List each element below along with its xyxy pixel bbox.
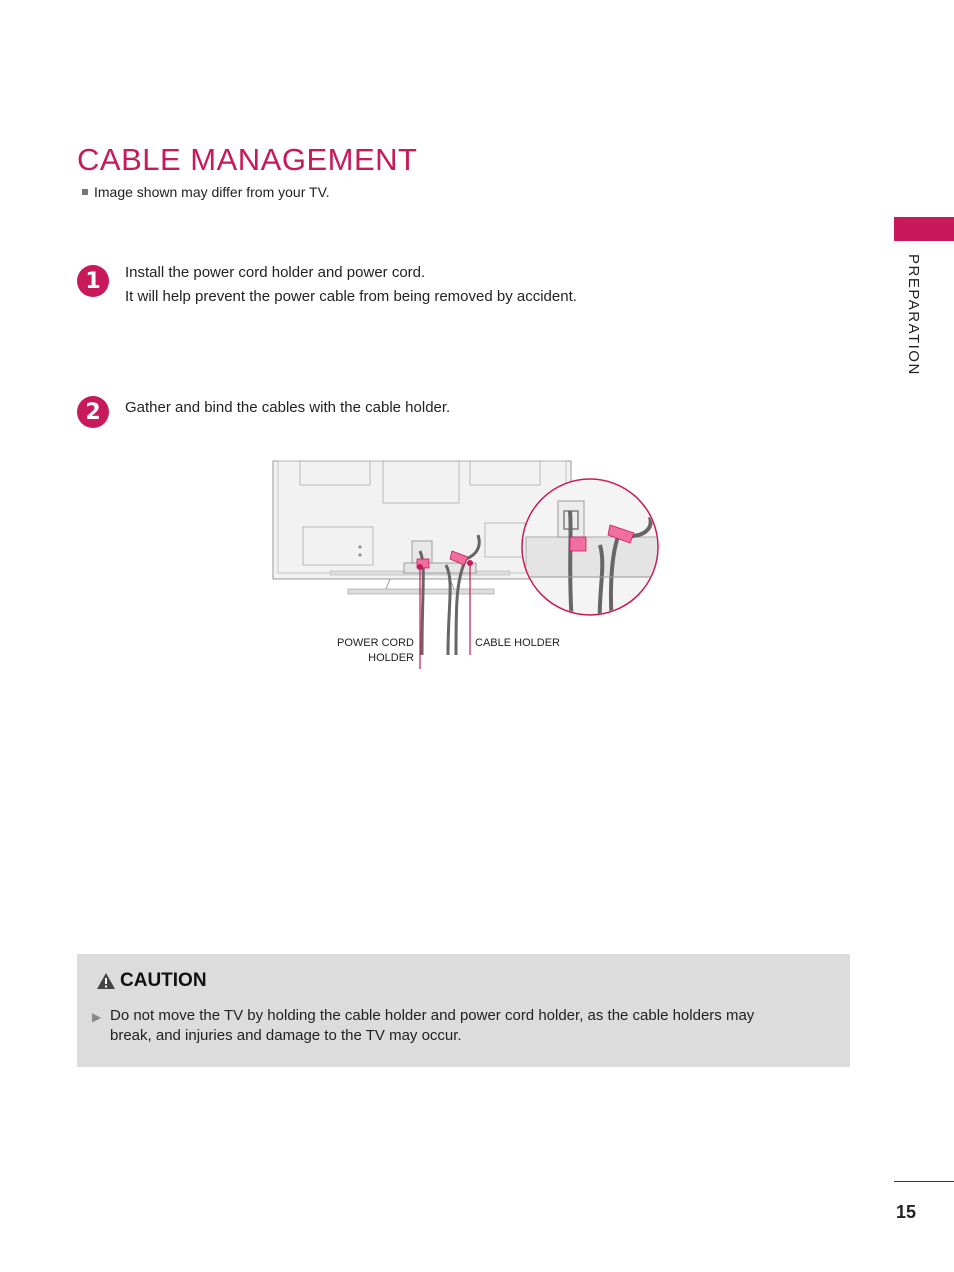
step-2-text xyxy=(125,396,450,420)
step-1-line-1: Install the power cord holder and power cord. xyxy=(125,264,426,281)
caution-heading xyxy=(96,970,207,992)
step-1-text xyxy=(125,261,577,309)
caution-text: Do not move the TV by holding the cable holder and power cord holder, as the cable holders may break, and injuries and damage to the TV may occur. xyxy=(110,1007,755,1044)
page-number: 15 xyxy=(896,1202,917,1222)
power-cord-holder-label xyxy=(334,636,414,666)
power-cord-label-line-2: HOLDER xyxy=(368,652,414,664)
step-1-line-2: It will help prevent the power cable from being removed by accident. xyxy=(125,288,577,305)
section-tab xyxy=(894,217,954,241)
page-rule xyxy=(894,1181,954,1182)
page-title: CABLE MANAGEMENT xyxy=(77,142,418,177)
zoom-detail-circle xyxy=(522,479,666,625)
image-note-text: Image shown may differ from your TV. xyxy=(94,184,330,200)
step-2-number: 2 xyxy=(77,396,109,428)
cable-holder-label: CABLE HOLDER xyxy=(475,637,560,649)
image-note xyxy=(82,184,330,200)
section-label: PREPARATION xyxy=(905,254,922,376)
step-2-line-1: Gather and bind the cables with the cable holder. xyxy=(125,399,451,416)
caution-heading-text: CAUTION xyxy=(120,970,207,991)
step-1-number: 1 xyxy=(77,265,109,297)
caution-arrow-icon: ▶ xyxy=(92,1010,102,1024)
bullet-square-icon xyxy=(82,189,88,195)
power-cord-label-line-1: POWER CORD xyxy=(337,637,414,649)
warning-triangle-icon xyxy=(96,972,116,990)
tv-back-diagram xyxy=(270,455,670,675)
